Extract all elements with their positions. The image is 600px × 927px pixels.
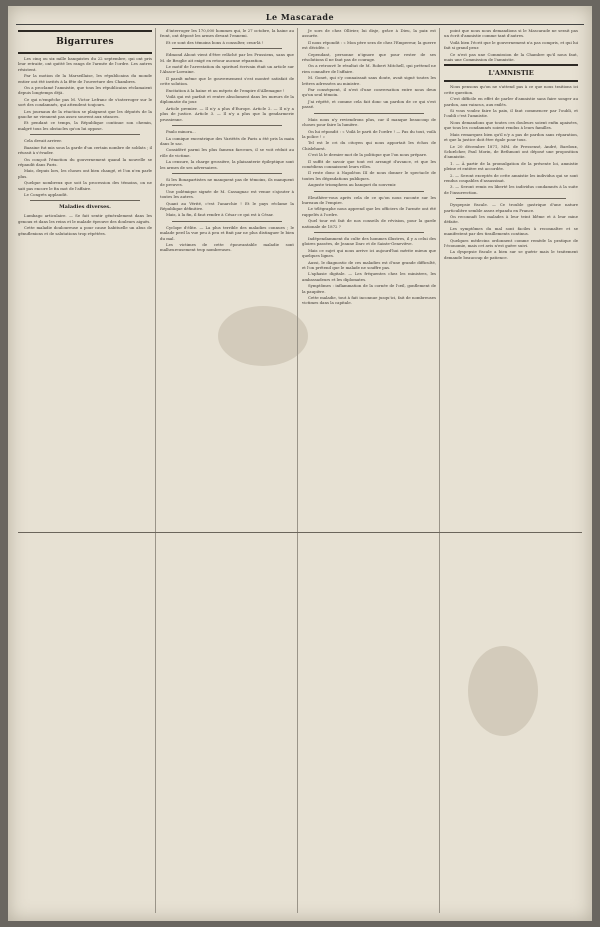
paragraph: La dyspepsie fiscale a bien sur se guérir mais le traitement demande beaucoup de patience.	[444, 249, 578, 260]
paragraph: Si les Bonapartistes ne manquent pas de témoins, ils manquent de preuves.	[160, 176, 294, 188]
top-rule	[16, 24, 584, 25]
heading-bigarrures: Bigarrures	[56, 37, 114, 47]
column-3	[302, 28, 436, 913]
divider	[30, 200, 140, 201]
paragraph: 3. — Seront remis en liberté les individus condamnés à la suite de l'insurrection.	[444, 184, 578, 195]
paragraph: Cela devait arriver.	[24, 138, 62, 144]
paragraph: Mais remarquez bien qu'il n'y a pas de pardon sans réparation, et que la justice doit être égale pour tous.	[444, 131, 578, 143]
paragraph: Bazaine fut mis sous la garde d'un certain nombre de soldats ; il réussit à s'évader.	[18, 144, 152, 156]
paragraph: Auguste triomphera au banquet du souvenir.	[308, 182, 397, 188]
heading-bar	[18, 52, 152, 54]
paragraph: Par conséquent, il n'est d'une conversation entre nous deux qu'un seul témoin.	[302, 87, 436, 98]
divider	[172, 125, 282, 126]
paragraph: Il paraît même que le gouvernement s'est montré satisfait de cette solution.	[160, 75, 294, 87]
paragraph: Quant au Vérité, c'est l'anarchie ! Et le pays réclame la République définitive.	[160, 200, 294, 211]
paragraph: d'interroger les 170,000 hommes qui, le 27 octobre, la haine au front, ont déposé les armes devant l'ennemi.	[160, 28, 294, 39]
paragraph: On conçoit l'émotion du gouvernement quand la nouvelle se répandit dans Paris.	[18, 156, 152, 167]
masthead: Le Mascarade	[265, 12, 335, 22]
paragraph: Cyclope d'élite. — La plus terrible des maladies connues ; le malade perd la vue peu à peu et finit par ne plus distinguer le bien du mal.	[160, 224, 294, 241]
heading-bar	[444, 80, 578, 82]
paragraph: Les cinq ou six mille banquistes du 22 septembre, qui ont pris leur retraite, ont quitté les rangs de l'armée de l'ordre. Les autres résistent.	[18, 56, 152, 72]
paragraph: Cette maladie douloureuse a pour cause habituelle un abus de génuflexions et de salutations trop répétées.	[18, 225, 152, 236]
paragraph: La comique excentrique des Variétés de Paris a été pris la main dans le sac.	[160, 135, 294, 146]
paragraph: Quel tour est fait de nos conseils de révision, pour la garde nationale de 1872 ?	[302, 218, 436, 229]
column-4	[444, 28, 578, 913]
paragraph: Mais, depuis lors, les choses ont bien changé, et l'on n'en parle plus.	[18, 168, 152, 179]
paragraph: Article premier. — Il n'y a plus d'Europe. Article 2. — Il n'y a plus de justice. Article 3. — Il n'y a plus que la gendarmerie prussienne.	[160, 105, 294, 122]
divider	[172, 173, 282, 174]
paragraph: On reconnaît les malades à leur teint blême et à leur mine défaite.	[444, 213, 578, 225]
divider	[456, 198, 566, 199]
paragraph: On a retrouvé le résultat de M. Robert Mitchell, qui prétend ne rien connaître de l'affaire.	[302, 63, 436, 74]
heading-bar	[444, 64, 578, 66]
paragraph: C'est là le dernier mot de la politique que l'on nous prépare.	[308, 152, 428, 158]
paragraph: Ce qui n'empêche pas M. Victor Lefranc de s'interroger sur le sort des condamnés, qui attendent toujours.	[18, 96, 152, 108]
paragraph: Il reste donc à Napoléon III de nous donner le spectacle de toutes les dégradations publiques.	[302, 170, 436, 181]
paragraph: Et pendant ce temps, la République continue son chemin, malgré tous les obstacles qu'on lui oppose.	[18, 120, 152, 131]
paragraph: Quelques médecins ordonnent comme remède la pratique de l'économie, mais cet avis n'est guère suivi.	[444, 237, 578, 248]
column-rule	[297, 28, 298, 913]
paragraph: Le motif de l'arrestation du spirituel écrivain était un article sur l'Alsace-Lorraine.	[160, 64, 294, 75]
paragraph: Cette maladie, tout à fait inconnue jusqu'ici, fait de nombreuses victimes dans la capitale.	[302, 295, 436, 306]
paragraph: C'est difficile en effet de parler d'amnistie sans faire songer au pardon, aux vaincus, aux exilés.	[444, 96, 578, 107]
divider	[30, 134, 140, 135]
paragraph: Et ce sont des témoins bons à consulter, ceux-là !	[166, 39, 264, 45]
paragraph: Il nous répondit : « Mon père sera de chez l'Empereur, la guerre est décidée. »	[302, 39, 436, 51]
paragraph: Indépendamment du culte des hommes illustres, il y a celui des gloires passées, de Jeanne Darc et de Sainte-Geneviève.	[302, 236, 436, 247]
paragraph: Les symptômes du mal sont faciles à reconnaître et se manifestent par des tiraillements continus.	[444, 225, 578, 237]
paragraph: Le Congrès applaudit.	[24, 191, 68, 197]
divider	[172, 221, 282, 222]
paragraph: Symptômes : inflammation de la cornée de l'œil, gonflement de la paupière.	[302, 283, 436, 294]
paragraph: Paulo minora...	[166, 129, 196, 135]
paragraph: Le télégraphe nous apprend que les officiers de l'armée ont été rappelés à l'ordre.	[302, 206, 436, 217]
paragraph: Si vous voulez faire la paix, il faut commencer par l'oubli, et l'oubli c'est l'amnistie.	[444, 108, 578, 119]
column-rule	[155, 28, 156, 913]
newspaper-page	[8, 6, 592, 921]
paragraph: Eleuthère-vous après cela de ce qu'on nous raconte sur les bureaux de l'empire.	[302, 194, 436, 205]
paragraph: Dyspepsie fiscale. — Ce trouble gastrique d'une nature particulière semble assez répandu en France.	[444, 202, 578, 213]
paragraph: Aussi, le diagnostic de ces maladies est d'une grande difficulté, et l'on prétend que le malade ne souffre pas.	[302, 259, 436, 271]
paragraph: Voilà bien l'écrit que le gouvernement n'a pas compris, et qui lui fait si grand peur.	[444, 39, 578, 51]
column-2	[160, 28, 294, 913]
paragraph: Nous pensons qu'on ne s'attend pas à ce que nous traitions ici cette question.	[444, 84, 578, 95]
paragraph: Edmond About vient d'être relâché par les Prussiens, sans que M. de Broglie ait exigé en retour aucune réparation.	[160, 52, 294, 63]
paragraph: Considéré parmi les plus fameux farceurs, il se voit réduit au rôle de victime.	[160, 147, 294, 158]
paragraph: La censure, la charge grossière, la plaisanterie épileptique sont les armes de ses adversaires.	[160, 159, 294, 170]
heading-amnistie: L'AMNISTIE	[488, 69, 534, 78]
paragraph: Voilà qui est parfait et rentre absolument dans les mœurs de la diplomatie du jour.	[160, 94, 294, 105]
paragraph: Une polémique signée de M. Cassagnac est venue s'ajouter à toutes les autres.	[160, 188, 294, 200]
paragraph: Les victimes de cette épouvantable maladie sont malheureusement trop nombreuses.	[160, 242, 294, 253]
paragraph: Il suffit de savoir que tout est arrangé d'avance, et que les comédiens connaissent leurs rôles.	[302, 158, 436, 169]
divider	[172, 48, 282, 49]
paragraph: L'aphasie digitale. — Les fréquentes chez les ministres, les ambassadeurs et les diplomates.	[302, 271, 436, 282]
paragraph: On lui répondit : « Voilà le parti de l'ordre ! — Pas du tout, voilà la police ! »	[302, 128, 436, 139]
divider	[314, 191, 424, 192]
paragraph: Quelque nombreux que soit la procession des témoins, on ne sait pas encore le fin mot de l'affaire.	[18, 180, 152, 191]
heading-bar	[18, 30, 152, 32]
paragraph: Mais, à la fin, il faut rendre à César ce qui est à César.	[166, 212, 274, 218]
paragraph: Par la motion de la Marseillaise, les républicains du monde entier ont été invités à la fête de l'ouverture des Chambres.	[18, 73, 152, 84]
column-rule	[439, 28, 440, 913]
divider	[314, 113, 424, 114]
paragraph: Cependant, personne n'ignore que pour rester de ses résolutions il ne faut pas de courage.	[302, 51, 436, 63]
divider	[314, 232, 424, 233]
paragraph: Lumbago articulaire. — Se fait sentir généralement dans les genoux et dans les reins et le malade éprouve des douleurs aiguës.	[18, 213, 152, 224]
paragraph: 2. — Seront exceptés de cette amnistie les individus qui se sont rendus coupables d'assassinat.	[444, 172, 578, 183]
paragraph: J'ai répété, et comme cela fait donc un pardon de ce qui s'est passé.	[302, 98, 436, 110]
paragraph: On a proclamé l'amnistie, que tous les républicains réclamaient depuis longtemps déjà.	[18, 85, 152, 96]
column-1	[18, 28, 152, 913]
paragraph: Mais ce sujet qui nous arrive ici aujourd'hui mérite mieux que quelques lignes.	[302, 247, 436, 259]
paragraph: Le 20 décembre 1871, MM. de Pressensé, André, Bardoux, Schœlcher, Paul Morin, de Bethmont ont déposé une proposition d'amnistie.	[444, 143, 578, 160]
paragraph: Tel est le cri du citoyen qui nous apportait les échos de Chislehurst.	[302, 140, 436, 151]
paragraph: 1. — À partir de la promulgation de la présente loi, amnistie pleine et entière est accordée.	[444, 160, 578, 172]
paragraph: M. Gonet, qui s'y connaissait sans doute, avait signé toutes les lettres adressées au ministre.	[302, 75, 436, 86]
paragraph: Les journaux de la réaction se plaignent que les députés de la gauche ne viennent pas assez souvent aux séances.	[18, 108, 152, 120]
paragraph: Mais nous n'y reviendrons plus, car il manque beaucoup de choses pour faire la lumière.	[302, 116, 436, 128]
heading-maladies: Maladies diverses.	[59, 204, 111, 211]
paragraph: Ce n'est pas une Commission de la Chambre qu'il nous faut, mais une Commission de l'amnistie.	[444, 51, 578, 63]
paragraph: point que nous nous demandions si le Mascarade ne serait pas un écrit d'amnistie comme tant d'autres.	[444, 28, 578, 39]
paragraph: Excitation à la haine et au mépris de l'empire d'Allemagne !	[166, 87, 285, 93]
paragraph: Je sors de chez Ollivier, lui disje, grâce à Dieu, la paix est assurée.	[302, 28, 436, 39]
paragraph: Nous demandons que toutes ces douleurs soient enfin apaisées, que tous les condamnés soient rendus à leurs familles.	[444, 119, 578, 131]
